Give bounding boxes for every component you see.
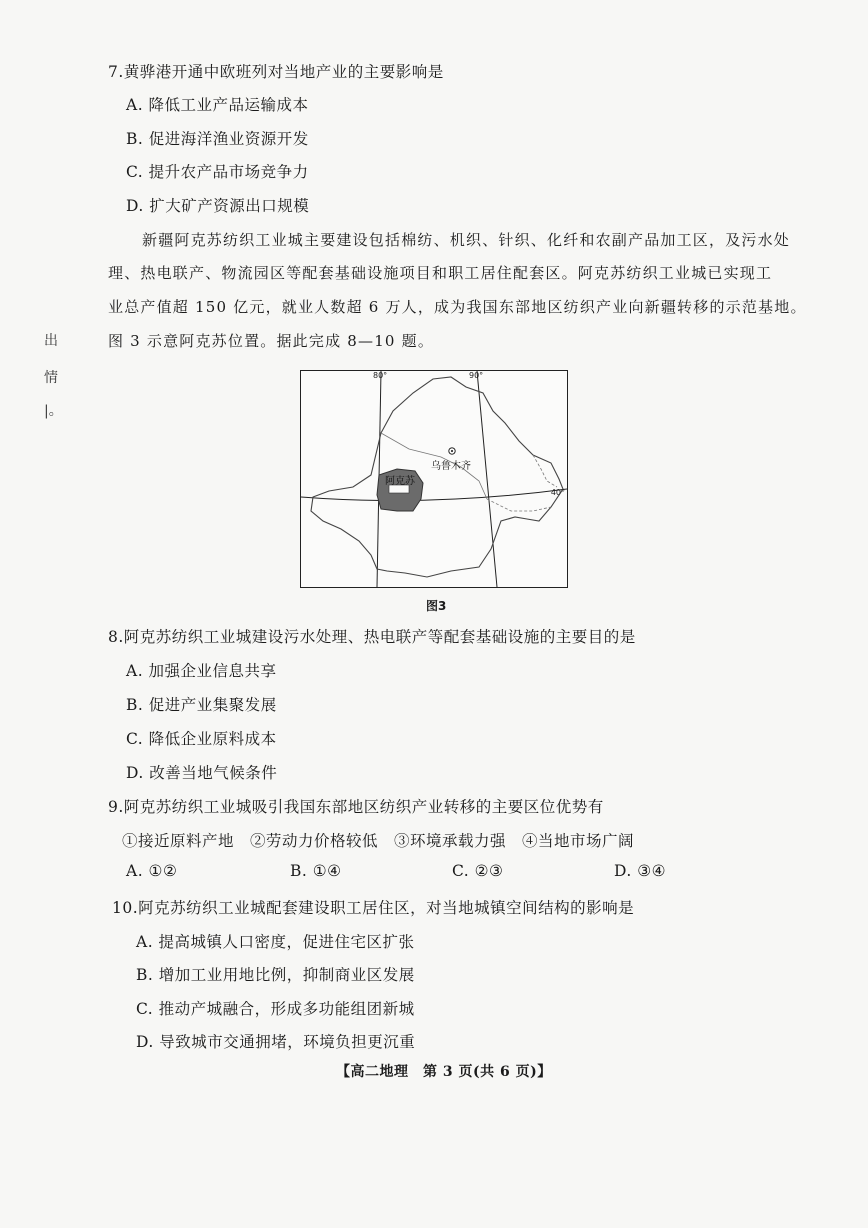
passage-line-2: 理、热电联产、物流园区等配套基础设施项目和职工居住配套区。阿克苏纺织工业城已实现工 (108, 264, 773, 282)
q9-option-b: B. ①④ (290, 862, 342, 880)
q9-option-a: A. ①② (126, 862, 178, 880)
passage-line-4: 图 3 示意阿克苏位置。据此完成 8—10 题。 (108, 332, 435, 350)
q7-option-c: C. 提升农产品市场竞争力 (126, 163, 309, 181)
label-lon90: 90° (469, 371, 484, 380)
q7-option-a: A. 降低工业产品运输成本 (126, 96, 309, 114)
q8-option-d: D. 改善当地气候条件 (126, 764, 278, 782)
label-aksu: 阿克苏 (385, 476, 415, 487)
q8-option-c: C. 降低企业原料成本 (126, 730, 277, 748)
location-map (300, 370, 568, 588)
q10-option-a: A. 提高城镇人口密度，促进住宅区扩张 (136, 933, 415, 951)
label-lat40: 40° (550, 488, 565, 497)
question-9-stem: 9.阿克苏纺织工业城吸引我国东部地区纺织产业转移的主要区位优势有 (108, 798, 604, 816)
q9-option-c: C. ②③ (452, 862, 504, 880)
q7-option-b: B. 促进海洋渔业资源开发 (126, 130, 309, 148)
q10-option-c: C. 推动产城融合，形成多功能组团新城 (136, 1000, 415, 1018)
parallel-40 (301, 489, 567, 501)
question-7-stem: 7.黄骅港开通中欧班列对当地产业的主要影响是 (108, 63, 444, 81)
q8-option-b: B. 促进产业集聚发展 (126, 696, 277, 714)
label-urumqi: 乌鲁木齐 (431, 461, 471, 472)
label-lon80: 80° (373, 371, 388, 380)
passage-line-3: 业总产值超 150 亿元，就业人数超 6 万人，成为我国东部地区纺织产业向新疆转移的示范基地。 (108, 298, 807, 316)
q10-option-d: D. 导致城市交通拥堵，环境负担更沉重 (136, 1033, 416, 1051)
margin-mark-3: |。 (44, 403, 63, 419)
q8-option-a: A. 加强企业信息共享 (126, 662, 277, 680)
margin-mark-2: 情 (44, 370, 58, 386)
figure-caption: 图3 (426, 599, 447, 613)
q9-option-d: D. ③④ (614, 862, 667, 880)
margin-mark-1: 出 (44, 333, 58, 349)
internal-boundary-2 (487, 499, 551, 511)
q10-option-b: B. 增加工业用地比例，抑制商业区发展 (136, 966, 415, 984)
page-footer: 【高二地理 第 3 页(共 6 页)】 (336, 1064, 552, 1080)
passage-line-1: 新疆阿克苏纺织工业城主要建设包括棉纺、机织、针织、化纤和农副产品加工区，及污水处 (142, 231, 791, 249)
q7-option-d: D. 扩大矿产资源出口规模 (126, 197, 310, 215)
question-8-stem: 8.阿克苏纺织工业城建设污水处理、热电联产等配套基础设施的主要目的是 (108, 628, 636, 646)
question-10-stem: 10.阿克苏纺织工业城配套建设职工居住区，对当地城镇空间结构的影响是 (112, 899, 635, 917)
xinjiang-outline (311, 377, 563, 577)
q9-items: ①接近原料产地 ②劳动力价格较低 ③环境承载力强 ④当地市场广阔 (122, 832, 635, 850)
